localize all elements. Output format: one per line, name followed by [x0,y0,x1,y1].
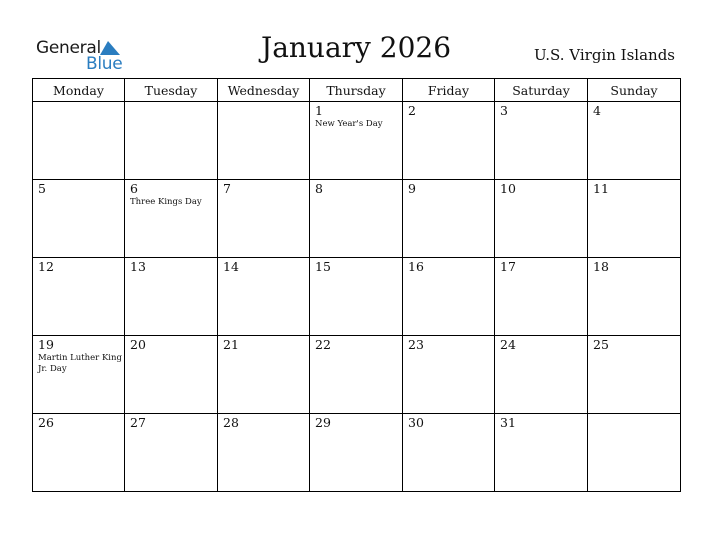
day-number: 23 [408,337,424,352]
day-cell [218,180,310,258]
day-cell [125,414,218,492]
day-cell [33,336,125,414]
day-cell [495,180,588,258]
day-cell [125,102,218,180]
day-number: 10 [500,181,516,196]
weekday-header: Monday [33,79,125,102]
day-cell [588,258,681,336]
day-cell [125,258,218,336]
day-number: 30 [408,415,424,430]
day-number [218,102,309,104]
weekday-header: Sunday [588,79,681,102]
weekday-header: Saturday [495,79,588,102]
day-cell [310,414,403,492]
day-number: 13 [130,259,146,274]
day-number: 9 [408,181,416,196]
weekday-header: Friday [403,79,495,102]
day-cell [403,102,495,180]
week-row [33,414,681,492]
day-number: 5 [38,181,46,196]
day-number [588,414,680,416]
day-cell [33,414,125,492]
weekday-header: Wednesday [218,79,310,102]
week-row [33,102,681,180]
calendar-title: January 2026 [260,31,452,64]
week-row [33,180,681,258]
day-cell [218,102,310,180]
day-number: 6 [130,181,138,196]
day-number: 1 [315,103,323,118]
day-number: 20 [130,337,146,352]
holiday-label: Three Kings Day [130,197,202,207]
day-number [33,102,124,104]
day-cell [33,180,125,258]
day-number: 19 [38,337,54,352]
day-number: 16 [408,259,424,274]
day-number: 31 [500,415,516,430]
weekday-header-row [33,79,681,102]
day-cell [403,180,495,258]
holiday-label: Martin Luther King Jr. Day [38,353,122,374]
calendar-grid [32,78,681,492]
day-cell [218,414,310,492]
day-cell [310,258,403,336]
day-number: 22 [315,337,331,352]
logo-text-general: General [36,38,101,58]
weekday-header: Thursday [310,79,403,102]
day-number: 14 [223,259,239,274]
day-number: 2 [408,103,416,118]
day-cell [33,258,125,336]
day-cell [495,336,588,414]
day-number: 7 [223,181,231,196]
day-cell [125,336,218,414]
day-cell [33,102,125,180]
day-cell [495,102,588,180]
day-cell [218,336,310,414]
day-cell [310,180,403,258]
day-number: 27 [130,415,146,430]
day-cell [218,258,310,336]
day-number: 25 [593,337,609,352]
day-number: 12 [38,259,54,274]
day-cell [588,180,681,258]
day-cell [588,102,681,180]
day-cell [495,414,588,492]
day-number: 29 [315,415,331,430]
day-cell [310,102,403,180]
day-cell [125,180,218,258]
week-row [33,336,681,414]
day-number: 4 [593,103,601,118]
day-number: 8 [315,181,323,196]
day-number: 24 [500,337,516,352]
day-number: 17 [500,259,516,274]
day-number: 15 [315,259,331,274]
day-number: 28 [223,415,239,430]
logo-text-blue: Blue [86,54,123,74]
day-number [125,102,217,104]
day-cell [495,258,588,336]
day-number: 11 [593,181,609,196]
day-cell [403,336,495,414]
day-cell [588,336,681,414]
day-number: 21 [223,337,239,352]
day-number: 18 [593,259,609,274]
day-cell [310,336,403,414]
day-cell [588,414,681,492]
day-cell [403,258,495,336]
holiday-label: New Year's Day [315,119,383,129]
day-number: 3 [500,103,508,118]
week-row [33,258,681,336]
day-cell [403,414,495,492]
region-label: U.S. Virgin Islands [534,46,675,64]
weekday-header: Tuesday [125,79,218,102]
day-number: 26 [38,415,54,430]
